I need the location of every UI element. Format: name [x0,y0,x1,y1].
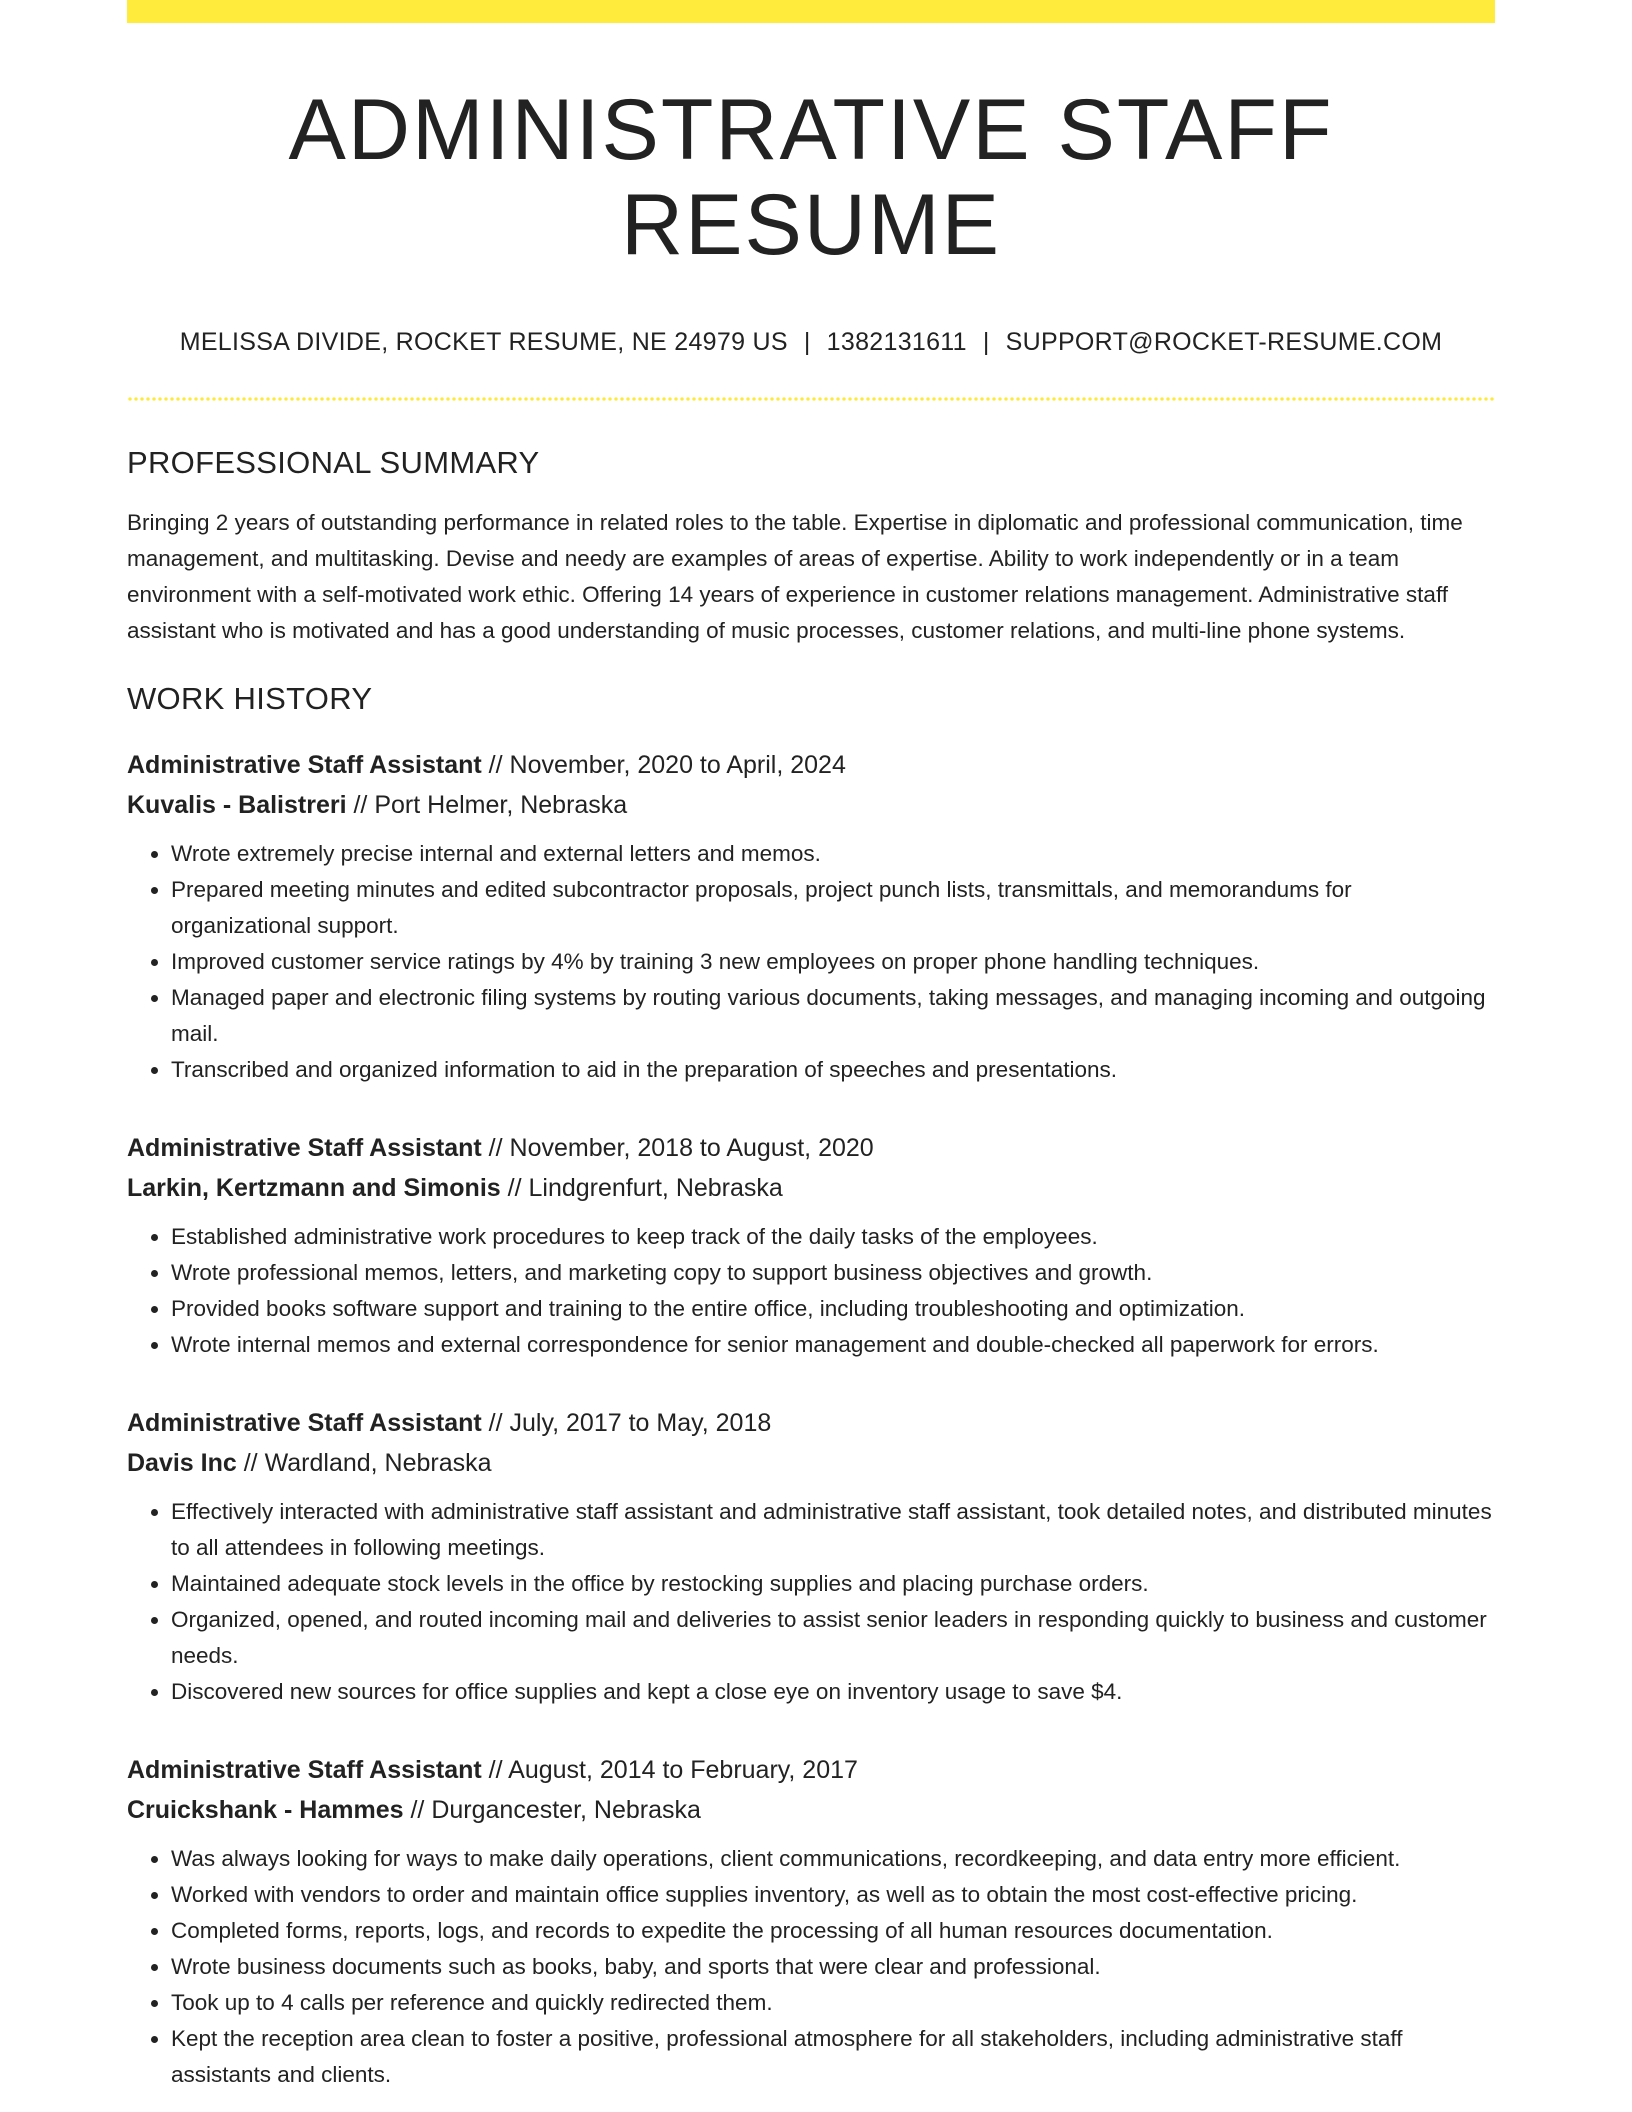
job-company: Davis Inc [127,1449,237,1478]
job-bullet: • Wrote professional memos, letters, and marketing copy to support business objectives and growth. [171,1255,1495,1291]
job-title-line [127,1403,1495,1443]
resume-page [127,0,1495,2093]
job-dates: November, 2020 to April, 2024 [509,751,846,780]
job-company: Cruickshank - Hammes [127,1796,404,1825]
job-bullet: • Wrote internal memos and external correspondence for senior management and double-checked all paperwork for errors. [171,1327,1495,1363]
contact-address: MELISSA DIVIDE, ROCKET RESUME, NE 24979 US [179,328,788,357]
summary-text: Bringing 2 years of outstanding performance in related roles to the table. Expertise in diplomatic and professional communication, time management, and multitasking. Devise and needy are examples of areas of expertise. Ability to work independently or in a team environment with a self-motivated work ethic. Offering 14 years of experience in customer relations management. Administrative staff assistant who is motivated and has a good understanding of music processes, customer relations, and multi-line phone systems. [127,510,1463,644]
job-divider: // [410,1796,425,1825]
job-bullet: • Improved customer service ratings by 4% by training 3 new employees on proper phone handling techniques. [171,944,1495,980]
job-title: Administrative Staff Assistant [127,1409,482,1438]
work-history-heading: WORK HISTORY [127,681,373,717]
job-dates: July, 2017 to May, 2018 [509,1409,772,1438]
contact-phone: 1382131611 [826,328,967,357]
job-bullets [127,836,1495,1088]
contact-separator: | [982,328,990,357]
job-location: Durgancester, Nebraska [431,1796,701,1825]
job-bullets [127,1841,1495,2093]
job-entry [127,1750,1495,2093]
job-bullet: • Effectively interacted with administrative staff assistant and administrative staff assistant, took detailed notes, and distributed minutes to all attendees in following meetings. [171,1494,1495,1566]
job-location: Lindgrenfurt, Nebraska [528,1174,783,1203]
job-bullet: • Managed paper and electronic filing systems by routing various documents, taking messages, and managing incoming and outgoing mail. [171,980,1495,1052]
job-entry [127,1403,1495,1710]
job-divider: // [507,1174,522,1203]
contact-line [127,328,1495,357]
job-title: Administrative Staff Assistant [127,1756,482,1785]
accent-bar [127,0,1495,23]
job-divider: // [488,1134,503,1163]
job-company-line [127,785,1495,825]
job-bullet: • Prepared meeting minutes and edited subcontractor proposals, project punch lists, transmittals, and memorandums for organizational support. [171,872,1495,944]
job-title-line [127,745,1495,785]
job-bullets [127,1494,1495,1710]
job-company: Kuvalis - Balistreri [127,791,347,820]
job-entry [127,745,1495,1088]
job-divider: // [488,1756,503,1785]
job-company-line [127,1168,1495,1208]
job-bullet: • Was always looking for ways to make daily operations, client communications, recordkeeping, and data entry more efficient. [171,1841,1495,1877]
dotted-divider [127,397,1495,401]
job-bullet: • Completed forms, reports, logs, and records to expedite the processing of all human resources documentation. [171,1913,1495,1949]
job-bullet: • Provided books software support and training to the entire office, including troubleshooting and optimization. [171,1291,1495,1327]
job-title-line [127,1128,1495,1168]
job-dates: November, 2018 to August, 2020 [509,1134,874,1163]
job-company-line [127,1443,1495,1483]
contact-email: SUPPORT@ROCKET-RESUME.COM [1005,328,1443,357]
summary-heading: PROFESSIONAL SUMMARY [127,445,540,481]
job-bullet: • Took up to 4 calls per reference and quickly redirected them. [171,1985,1495,2021]
job-bullet: • Organized, opened, and routed incoming mail and deliveries to assist senior leaders in responding quickly to business and customer needs. [171,1602,1495,1674]
job-divider: // [488,1409,503,1438]
job-divider: // [243,1449,258,1478]
job-title: Administrative Staff Assistant [127,751,482,780]
job-bullets [127,1219,1495,1363]
job-bullet: • Kept the reception area clean to foster a positive, professional atmosphere for all stakeholders, including administrative staff assistants and clients. [171,2021,1495,2093]
job-company: Larkin, Kertzmann and Simonis [127,1174,501,1203]
job-company-line [127,1790,1495,1830]
job-divider: // [353,791,368,820]
job-location: Wardland, Nebraska [264,1449,492,1478]
job-bullet: • Established administrative work procedures to keep track of the daily tasks of the employees. [171,1219,1495,1255]
contact-separator: | [803,328,811,357]
job-dates: August, 2014 to February, 2017 [508,1756,858,1785]
job-bullet: • Discovered new sources for office supplies and kept a close eye on inventory usage to save $4. [171,1674,1495,1710]
job-bullet: • Worked with vendors to order and maintain office supplies inventory, as well as to obtain the most cost-effective pricing. [171,1877,1495,1913]
job-bullet: • Wrote business documents such as books, baby, and sports that were clear and professional. [171,1949,1495,1985]
job-title-line [127,1750,1495,1790]
job-location: Port Helmer, Nebraska [374,791,628,820]
job-bullet: • Wrote extremely precise internal and external letters and memos. [171,836,1495,872]
job-entry [127,1128,1495,1363]
resume-title: ADMINISTRATIVE STAFF RESUME [288,82,1334,273]
job-bullet: • Transcribed and organized information to aid in the preparation of speeches and presentations. [171,1052,1495,1088]
job-bullet: • Maintained adequate stock levels in the office by restocking supplies and placing purchase orders. [171,1566,1495,1602]
job-title: Administrative Staff Assistant [127,1134,482,1163]
job-divider: // [488,751,503,780]
